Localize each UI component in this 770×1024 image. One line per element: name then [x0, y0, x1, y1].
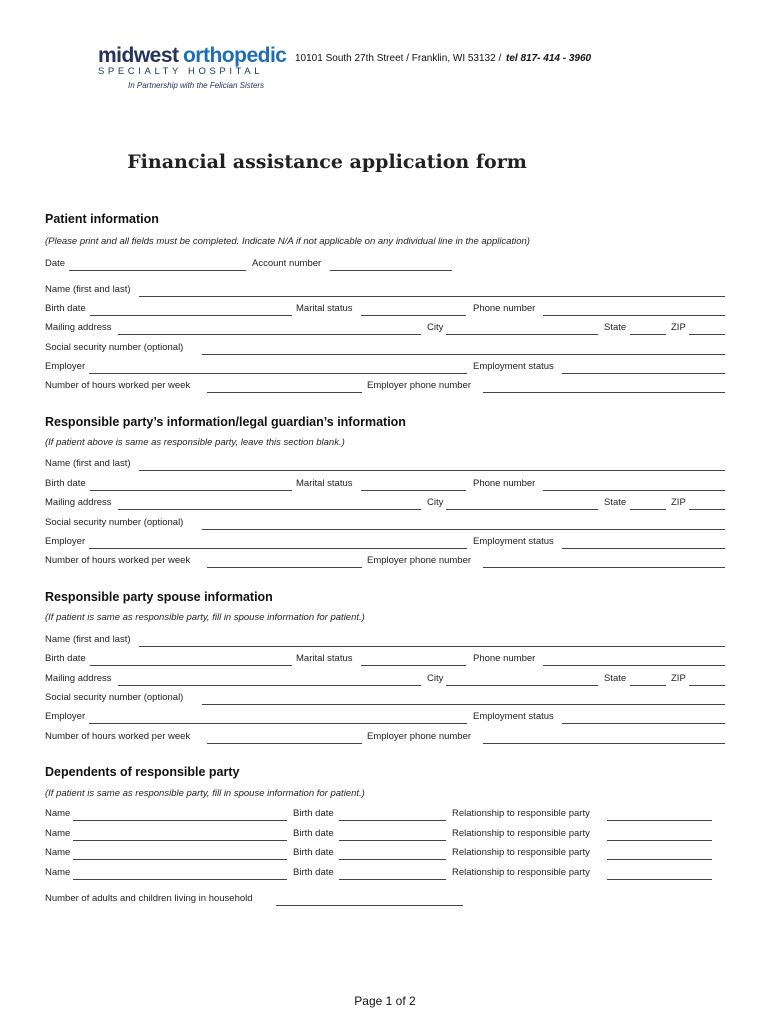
account-number-field[interactable] — [330, 258, 452, 271]
mailing-address-label: Mailing address — [45, 497, 112, 508]
spouse-name-field[interactable] — [139, 634, 725, 647]
form-row-name — [45, 284, 725, 298]
spouse-hours-field[interactable] — [207, 731, 362, 744]
responsible-employer-field[interactable] — [89, 536, 467, 549]
section-note-dependents: (If patient is same as responsible party, fill in spouse information for patient.) — [45, 788, 365, 799]
address-text: 10101 South 27th Street / Franklin, WI 53132 / — [295, 53, 502, 64]
phone-number-label: Phone number — [473, 478, 536, 489]
responsible-name-field[interactable] — [139, 458, 725, 471]
patient-phone-field[interactable] — [543, 303, 725, 316]
responsible-marital-status-field[interactable] — [361, 478, 466, 491]
marital-status-label: Marital status — [296, 653, 353, 664]
form-row-hours — [45, 380, 725, 394]
phone-text: tel 817- 414 - 3960 — [506, 53, 592, 64]
form-row-ssn — [45, 517, 725, 531]
patient-employment-status-field[interactable] — [562, 361, 725, 374]
section-heading-spouse: Responsible party spouse information — [45, 590, 273, 604]
relationship-label: Relationship to responsible party — [452, 867, 590, 878]
form-row-employer — [45, 361, 725, 375]
dependent-name-label: Name — [45, 847, 71, 858]
patient-hours-field[interactable] — [207, 380, 362, 393]
employer-phone-label: Employer phone number — [367, 380, 472, 391]
spouse-ssn-field[interactable] — [202, 692, 725, 705]
form-row-ssn — [45, 342, 725, 356]
state-label: State — [604, 673, 627, 684]
dependent-relationship-field[interactable] — [607, 808, 712, 821]
patient-mailing-address-field[interactable] — [118, 322, 421, 335]
form-row-household — [45, 893, 725, 907]
phone-number-label: Phone number — [473, 303, 536, 314]
patient-zip-field[interactable] — [689, 322, 725, 335]
form-row-birth — [45, 478, 725, 492]
city-label: City — [427, 497, 444, 508]
spouse-city-field[interactable] — [446, 673, 598, 686]
form-row-mailing — [45, 673, 725, 687]
marital-status-label: Marital status — [296, 303, 353, 314]
spouse-birth-date-field[interactable] — [90, 653, 292, 666]
dependent-relationship-field[interactable] — [607, 828, 712, 841]
zip-label: ZIP — [671, 322, 686, 333]
household-count-label: Number of adults and children living in household — [45, 893, 253, 904]
page-number: Page 1 of 2 — [354, 994, 416, 1008]
birth-date-label: Birth date — [45, 653, 86, 664]
dependent-birth-date-field[interactable] — [339, 828, 446, 841]
employer-label: Employer — [45, 711, 86, 722]
spouse-state-field[interactable] — [630, 673, 666, 686]
section-note-patient: (Please print and all fields must be completed. Indicate N/A if not applicable on any individual line in the application) — [45, 236, 530, 247]
responsible-phone-field[interactable] — [543, 478, 725, 491]
city-label: City — [427, 322, 444, 333]
letterhead — [98, 44, 718, 94]
name-label: Name (first and last) — [45, 458, 131, 469]
form-row-mailing — [45, 497, 725, 511]
dependent-relationship-field[interactable] — [607, 847, 712, 860]
dependent-birth-date-label: Birth date — [293, 828, 334, 839]
form-row-birth — [45, 653, 725, 667]
form-row-ssn — [45, 692, 725, 706]
dependent-birth-date-label: Birth date — [293, 808, 334, 819]
ssn-label: Social security number (optional) — [45, 517, 184, 528]
spouse-employment-status-field[interactable] — [562, 711, 725, 724]
hospital-address — [295, 53, 591, 64]
responsible-ssn-field[interactable] — [202, 517, 725, 530]
logo-text-midwest: midwest — [98, 44, 179, 67]
responsible-birth-date-field[interactable] — [90, 478, 292, 491]
responsible-state-field[interactable] — [630, 497, 666, 510]
form-row-employer — [45, 536, 725, 550]
section-heading-patient: Patient information — [45, 212, 159, 226]
date-field[interactable] — [69, 258, 246, 271]
account-number-label: Account number — [252, 258, 322, 269]
date-label: Date — [45, 258, 66, 269]
name-label: Name (first and last) — [45, 284, 131, 295]
patient-ssn-field[interactable] — [202, 342, 725, 355]
form-row-hours — [45, 555, 725, 569]
responsible-city-field[interactable] — [446, 497, 598, 510]
employment-status-label: Employment status — [473, 361, 554, 372]
birth-date-label: Birth date — [45, 303, 86, 314]
employer-label: Employer — [45, 361, 86, 372]
section-heading-dependents: Dependents of responsible party — [45, 765, 240, 779]
logo-subtitle: SPECIALTY HOSPITAL — [98, 66, 264, 77]
form-row-name — [45, 634, 725, 648]
form-row-employer — [45, 711, 725, 725]
city-label: City — [427, 673, 444, 684]
partnership-tagline: In Partnership with the Felician Sisters — [128, 81, 265, 90]
zip-label: ZIP — [671, 497, 686, 508]
relationship-label: Relationship to responsible party — [452, 808, 590, 819]
form-row-date — [45, 258, 725, 272]
dependent-name-label: Name — [45, 828, 71, 839]
spouse-employer-phone-field[interactable] — [483, 731, 725, 744]
patient-employer-field[interactable] — [89, 361, 467, 374]
state-label: State — [604, 497, 627, 508]
dependent-birth-date-field[interactable] — [339, 808, 446, 821]
ssn-label: Social security number (optional) — [45, 692, 184, 703]
dependent-birth-date-label: Birth date — [293, 847, 334, 858]
patient-name-field[interactable] — [139, 284, 725, 297]
employment-status-label: Employment status — [473, 536, 554, 547]
dependent-row — [45, 808, 725, 822]
hours-worked-label: Number of hours worked per week — [45, 731, 191, 742]
marital-status-label: Marital status — [296, 478, 353, 489]
employer-label: Employer — [45, 536, 86, 547]
form-row-birth — [45, 303, 725, 317]
form-row-name — [45, 458, 725, 472]
employment-status-label: Employment status — [473, 711, 554, 722]
state-label: State — [604, 322, 627, 333]
patient-birth-date-field[interactable] — [90, 303, 292, 316]
logo-text-orthopedic: orthopedic — [182, 44, 287, 67]
household-count-field[interactable] — [276, 893, 463, 906]
dependent-birth-date-label: Birth date — [293, 867, 334, 878]
page-title: Financial assistance application form — [127, 151, 527, 173]
dependent-name-field[interactable] — [73, 847, 287, 860]
patient-employer-phone-field[interactable] — [483, 380, 725, 393]
responsible-hours-field[interactable] — [207, 555, 362, 568]
responsible-employer-phone-field[interactable] — [483, 555, 725, 568]
phone-number-label: Phone number — [473, 653, 536, 664]
patient-city-field[interactable] — [446, 322, 598, 335]
spouse-mailing-address-field[interactable] — [118, 673, 421, 686]
dependent-row — [45, 828, 725, 842]
dependent-row — [45, 847, 725, 861]
responsible-employment-status-field[interactable] — [562, 536, 725, 549]
mailing-address-label: Mailing address — [45, 322, 112, 333]
relationship-label: Relationship to responsible party — [452, 847, 590, 858]
responsible-mailing-address-field[interactable] — [118, 497, 421, 510]
form-row-mailing — [45, 322, 725, 336]
dependent-name-field[interactable] — [73, 828, 287, 841]
spouse-employer-field[interactable] — [89, 711, 467, 724]
employer-phone-label: Employer phone number — [367, 555, 472, 566]
dependent-birth-date-field[interactable] — [339, 847, 446, 860]
section-heading-responsible: Responsible party’s information/legal guardian’s information — [45, 415, 406, 429]
spouse-zip-field[interactable] — [689, 673, 725, 686]
dependent-row — [45, 867, 725, 881]
dependent-birth-date-field[interactable] — [339, 867, 446, 880]
zip-label: ZIP — [671, 673, 686, 684]
birth-date-label: Birth date — [45, 478, 86, 489]
patient-marital-status-field[interactable] — [361, 303, 466, 316]
dependent-name-field[interactable] — [73, 867, 287, 880]
patient-state-field[interactable] — [630, 322, 666, 335]
responsible-zip-field[interactable] — [689, 497, 725, 510]
dependent-name-field[interactable] — [73, 808, 287, 821]
form-row-hours — [45, 731, 725, 745]
spouse-phone-field[interactable] — [543, 653, 725, 666]
employer-phone-label: Employer phone number — [367, 731, 472, 742]
hours-worked-label: Number of hours worked per week — [45, 555, 191, 566]
dependent-relationship-field[interactable] — [607, 867, 712, 880]
spouse-marital-status-field[interactable] — [361, 653, 466, 666]
mailing-address-label: Mailing address — [45, 673, 112, 684]
relationship-label: Relationship to responsible party — [452, 828, 590, 839]
section-note-responsible: (If patient above is same as responsible party, leave this section blank.) — [45, 437, 345, 448]
ssn-label: Social security number (optional) — [45, 342, 184, 353]
hospital-logo — [98, 44, 286, 68]
dependent-name-label: Name — [45, 867, 71, 878]
section-note-spouse: (If patient is same as responsible party, fill in spouse information for patient.) — [45, 612, 365, 623]
name-label: Name (first and last) — [45, 634, 131, 645]
dependent-name-label: Name — [45, 808, 71, 819]
hours-worked-label: Number of hours worked per week — [45, 380, 191, 391]
